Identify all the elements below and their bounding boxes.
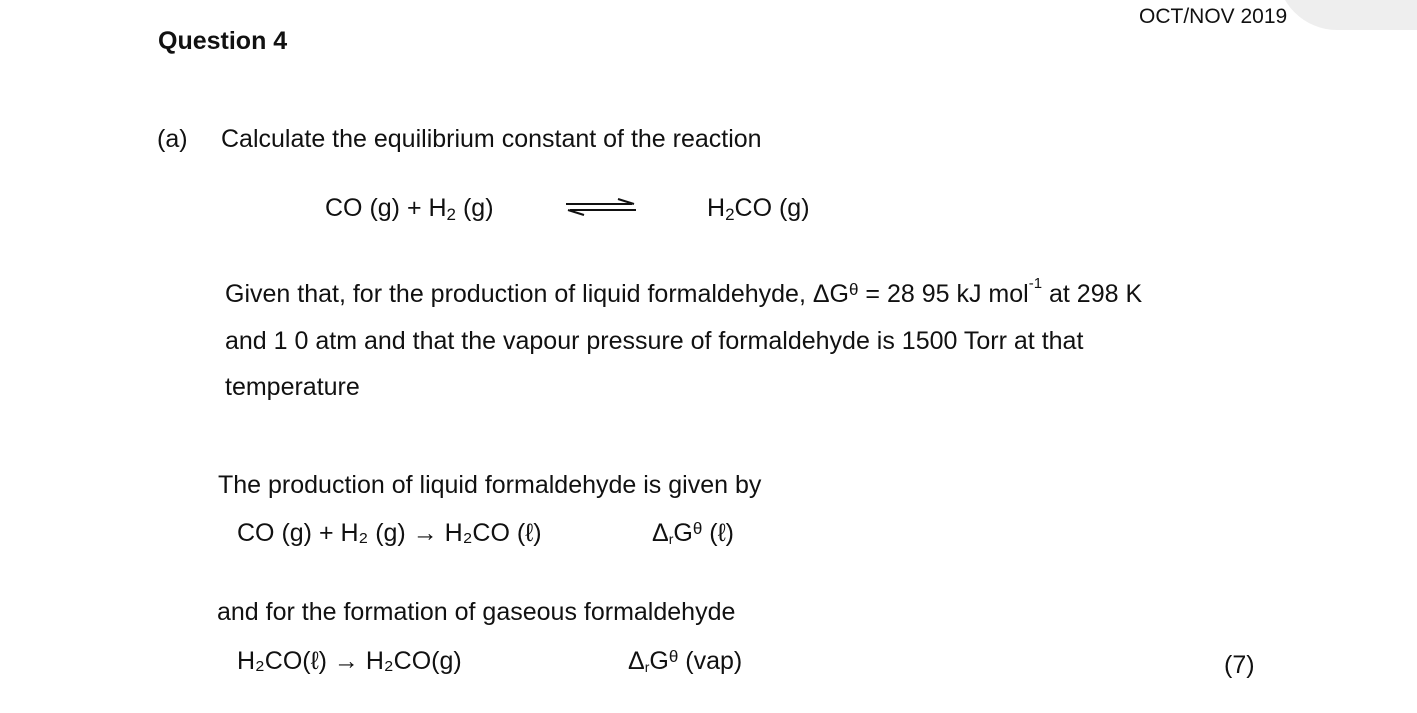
- production-heading: The production of liquid formaldehyde is given by: [218, 471, 762, 499]
- given-text-line-1: Given that, for the production of liquid formaldehyde, $\Delta G^\theta = 28$ 95 kJ mol$^{-1}$ at 298 K: [225, 275, 1143, 308]
- formation-equation: H₂CO(ℓ) → H₂CO(g): [237, 647, 462, 675]
- given-text-line-2: and 1 0 atm and that the vapour pressure of formaldehyde is 1500 Torr at that: [225, 327, 1084, 355]
- equilibrium-product: $H_2CO$ (g): [707, 194, 810, 224]
- marks-allocation: (7): [1224, 651, 1255, 679]
- part-label: (a): [157, 125, 188, 153]
- production-equation: CO (g) + H₂ (g) → H₂CO (ℓ): [237, 519, 542, 547]
- exam-session-label: OCT/NOV 2019: [1139, 5, 1288, 28]
- question-title: Question 4: [158, 27, 288, 55]
- formation-heading: and for the formation of gaseous formaldehyde: [217, 598, 736, 626]
- formation-gibbs-energy: $\Delta_rG^\theta$ (vap): [628, 647, 743, 675]
- part-prompt: Calculate the equilibrium constant of the reaction: [221, 125, 762, 153]
- equilibrium-reactants: CO $(g) + H_2$ (g): [325, 194, 494, 224]
- equilibrium-arrow-icon: [562, 196, 640, 218]
- given-text-line-3: temperature: [225, 373, 360, 401]
- production-gibbs-energy: $\Delta_rG^\theta$ (ℓ): [652, 519, 734, 547]
- page-corner-shadow: [1277, 0, 1417, 30]
